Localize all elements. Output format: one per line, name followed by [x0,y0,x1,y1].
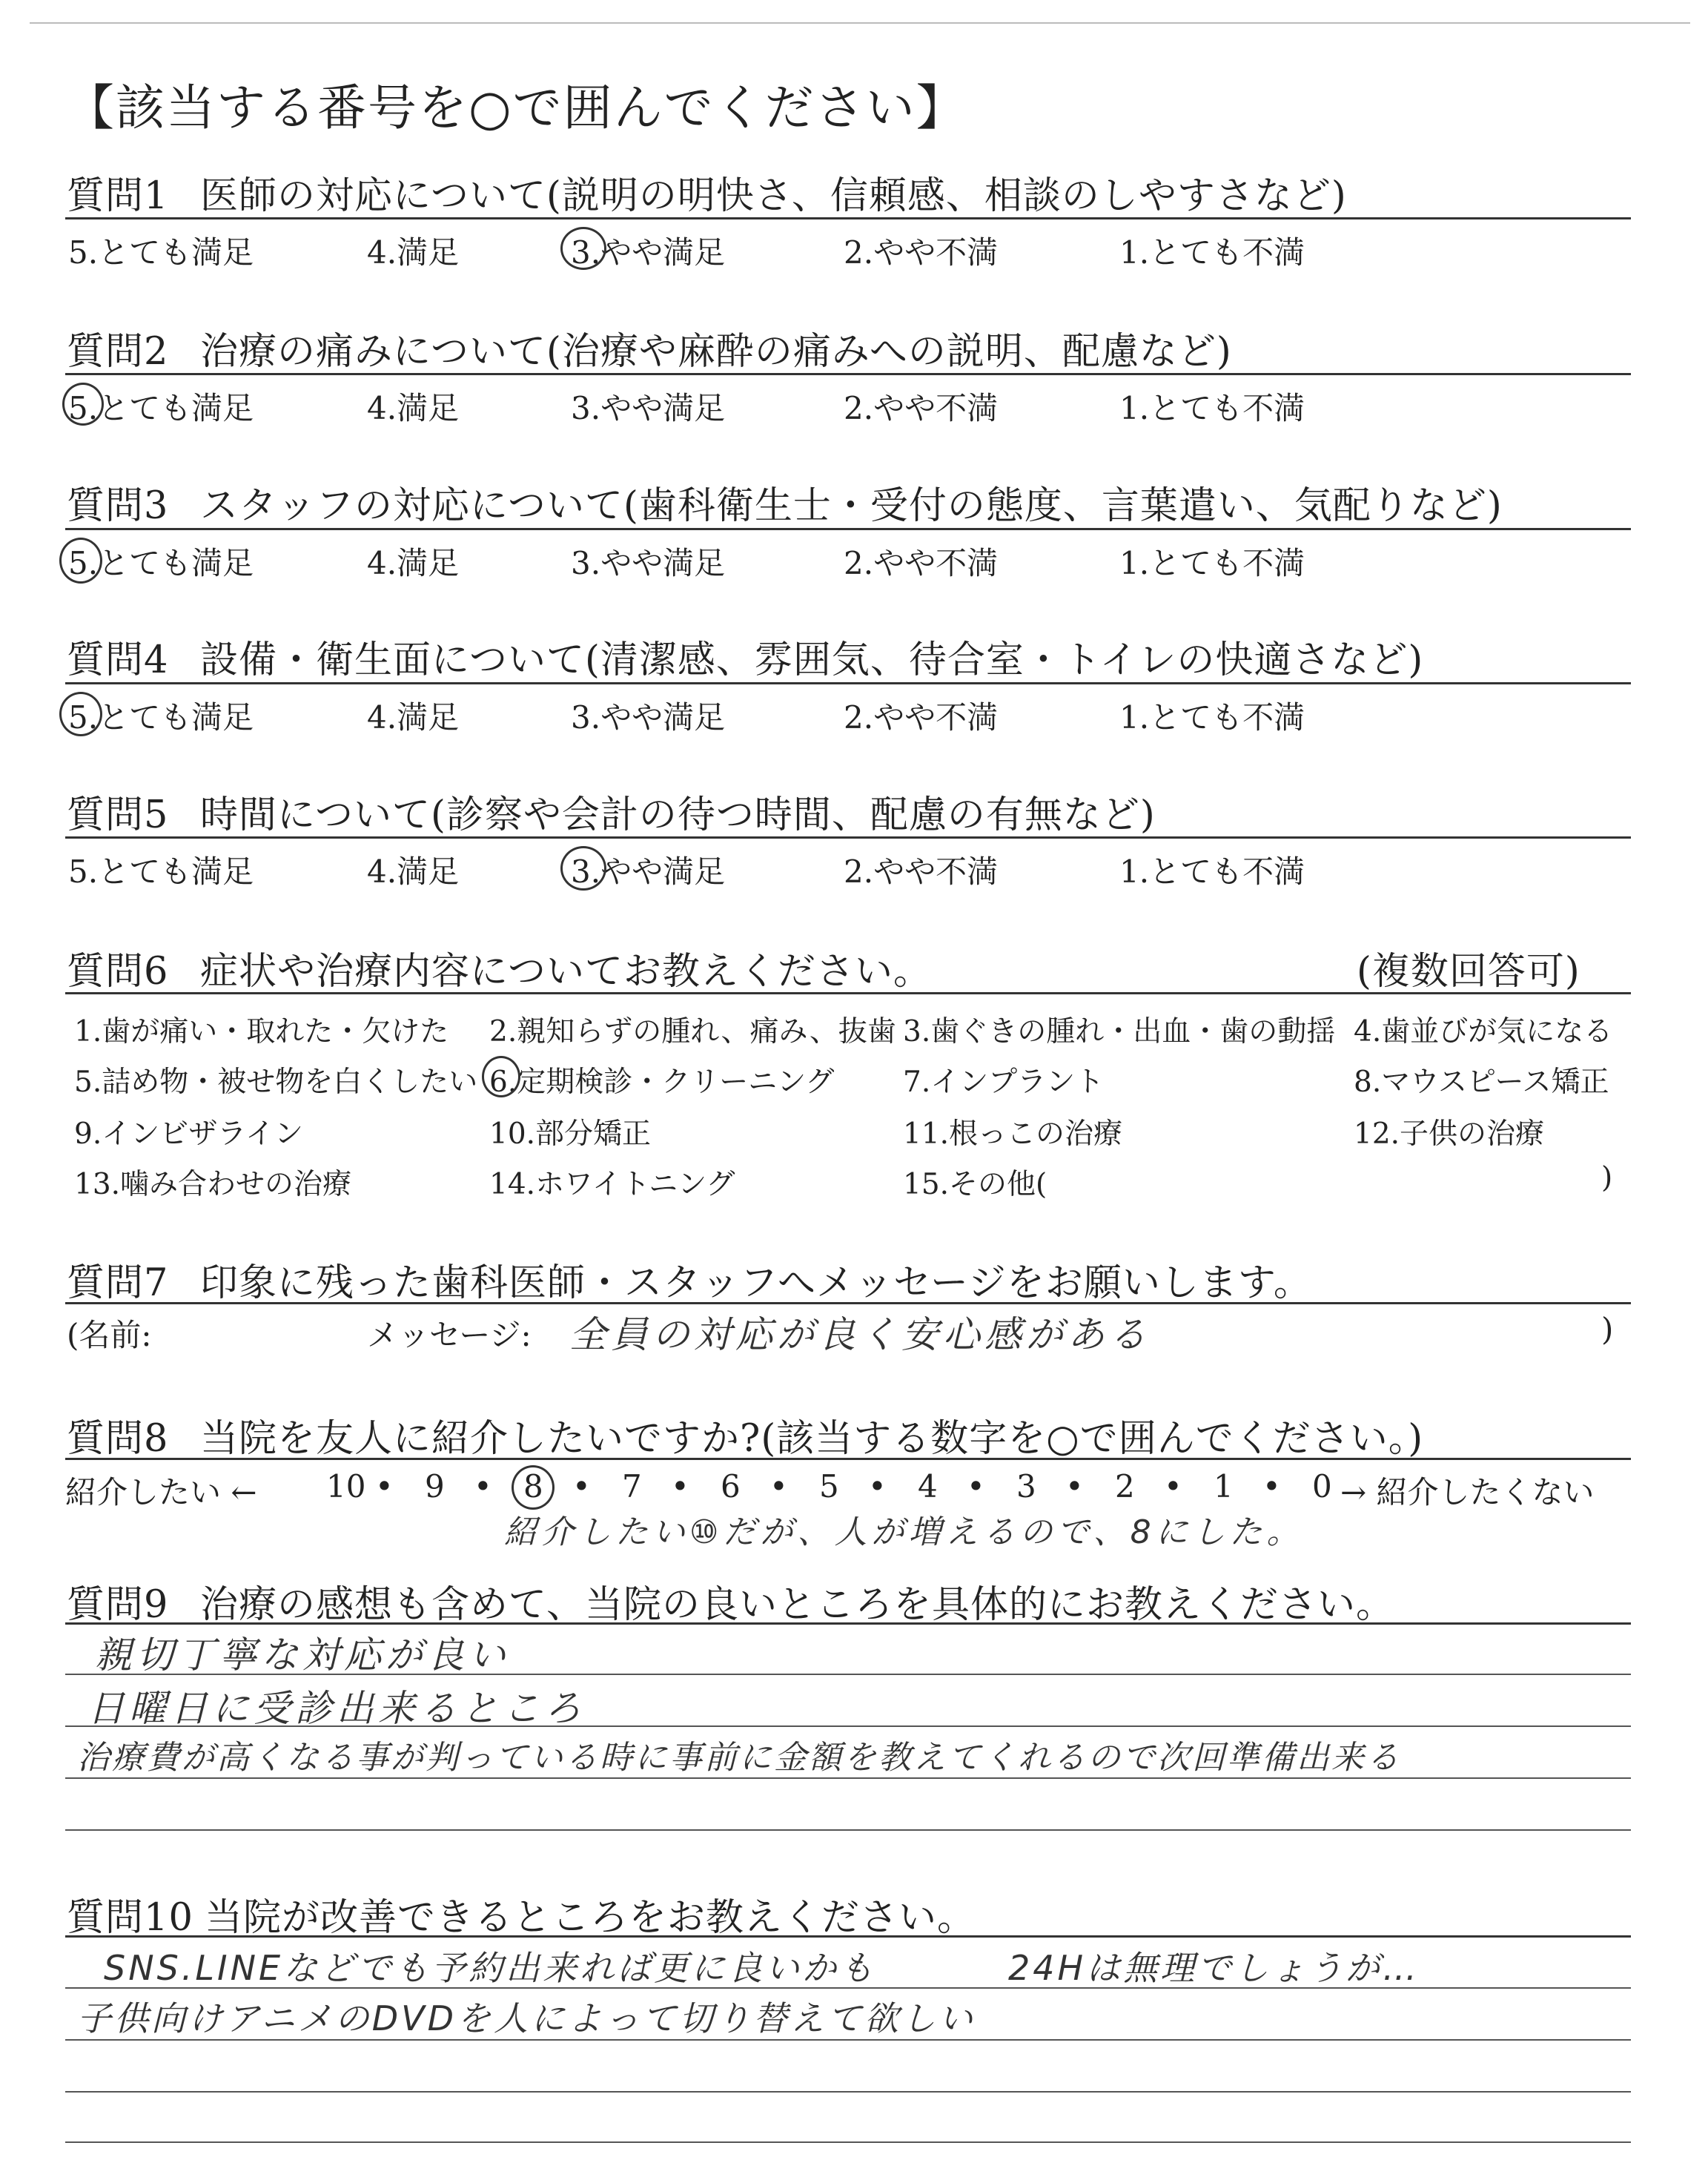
question-number: 質問10 [67,1896,193,1940]
q6-option-10[interactable]: 10.部分矯正 [489,1117,652,1151]
q1-option-4[interactable]: 4.満足 [367,234,460,271]
divider [65,992,1631,994]
question-3 [67,475,1503,529]
recommend-value-8[interactable]: 8 [523,1468,543,1505]
recommend-left-label: 紹介したい ← [65,1474,257,1510]
answer-line [65,2091,1631,2093]
scale-separator-dot: • [671,1468,689,1505]
question-text: 印象に残った歯科医師・スタッフへメッセージをお願いします。 [200,1261,1312,1305]
q8-handwritten-note: 紹介したい⑩だが、人が増えるので、8にした。 [504,1513,1304,1551]
recommend-value-4[interactable]: 4 [918,1468,938,1505]
scale-separator-dot: • [769,1468,788,1505]
q1-option-1[interactable]: 1.とても不満 [1119,234,1305,271]
divider [65,1622,1631,1625]
q2-option-4[interactable]: 4.満足 [367,390,460,426]
q5-option-2[interactable]: 2.やや不満 [844,853,999,890]
q5-option-3[interactable]: 3.やや満足 [571,853,726,890]
recommend-value-9[interactable]: 9 [425,1468,445,1505]
q6-option-14[interactable]: 14.ホワイトニング [489,1168,735,1201]
answer-line [65,1987,1631,1989]
scale-separator-dot: • [967,1468,985,1505]
scale-separator-dot: • [375,1468,394,1505]
scale-separator-dot: • [474,1468,492,1505]
q6-option-8[interactable]: 8.マウスピース矯正 [1354,1066,1609,1099]
question-text: 時間について(診察や会計の待つ時間、配慮の有無など) [200,793,1156,837]
recommend-value-6[interactable]: 6 [721,1468,741,1505]
question-number: 質問5 [67,793,169,837]
divider [65,528,1631,530]
q2-option-3[interactable]: 3.やや満足 [571,390,726,426]
message-label: メッセージ: [367,1317,532,1353]
question-text: スタッフの対応について(歯科衛生士・受付の態度、言葉遣い、気配りなど) [200,484,1503,528]
q1-selected-circle [560,227,606,270]
q5-selected-circle [560,846,606,891]
answer-line [65,1829,1631,1831]
question-text: 治療の感想も含めて、当院の良いところを具体的にお教えください。 [200,1583,1394,1627]
q9-answer-line-2: 日曜日に受診出来るところ [87,1687,586,1730]
q10-answer-line-1a: SNS.LINEなどでも予約出来れば更に良いかも [104,1948,877,1988]
recommend-right-label: → 紹介したくない [1340,1474,1595,1510]
question-1 [67,165,1347,219]
q1-option-5[interactable]: 5.とても満足 [68,234,254,271]
q6-selected-circle [482,1056,520,1097]
question-10 [67,1886,976,1941]
divider [65,836,1631,839]
answer-line [65,1674,1631,1675]
question-9 [67,1573,1394,1628]
question-number: 質問9 [67,1583,169,1627]
question-number: 質問6 [67,950,169,994]
question-6 [67,940,932,995]
q6-option-13[interactable]: 13.噛み合わせの治療 [74,1168,352,1201]
scale-separator-dot: • [1065,1468,1084,1505]
q1-option-2[interactable]: 2.やや不満 [844,234,999,271]
recommend-value-7[interactable]: 7 [622,1468,642,1505]
question-number: 質問1 [67,174,169,218]
question-text: 治療の痛みについて(治療や麻酔の痛みへの説明、配慮など) [200,330,1232,374]
recommend-value-2[interactable]: 2 [1115,1468,1135,1505]
q3-option-2[interactable]: 2.やや不満 [844,545,999,581]
q4-option-2[interactable]: 2.やや不満 [844,699,999,736]
q6-option-2[interactable]: 2.親知らずの腫れ、痛み、抜歯 [489,1015,896,1048]
multiple-answer-note: (複数回答可) [1357,950,1580,994]
question-number: 質問8 [67,1417,169,1461]
answer-line [65,1725,1631,1727]
q6-option-4[interactable]: 4.歯並びが気になる [1354,1015,1613,1048]
q4-option-1[interactable]: 1.とても不満 [1119,699,1305,736]
q9-answer-line-1: 親切丁寧な対応が良い [95,1634,510,1677]
divider [65,1302,1631,1304]
recommend-value-0[interactable]: 0 [1312,1468,1332,1505]
question-4 [67,629,1423,684]
question-text: 症状や治療内容についてお教えください。 [200,950,932,994]
q6-option-7[interactable]: 7.インプラント [903,1066,1105,1099]
q2-option-1[interactable]: 1.とても不満 [1119,390,1305,426]
question-2 [67,320,1232,375]
question-number: 質問4 [67,638,169,682]
q6-option-9[interactable]: 9.インビザライン [74,1117,304,1151]
question-number: 質問7 [67,1261,169,1305]
message-close-paren: ) [1601,1311,1614,1347]
q6-option-12[interactable]: 12.子供の治療 [1354,1117,1545,1151]
question-5 [67,784,1156,839]
question-number: 質問3 [67,484,169,528]
q5-option-4[interactable]: 4.満足 [367,853,460,890]
q3-option-1[interactable]: 1.とても不満 [1119,545,1305,581]
recommend-value-3[interactable]: 3 [1016,1468,1036,1505]
name-label: (名前: [67,1317,152,1353]
q3-selected-circle [59,538,102,584]
scale-separator-dot: • [572,1468,591,1505]
divider [65,682,1631,684]
question-number: 質問2 [67,330,169,374]
q9-answer-line-3: 治療費が高くなる事が判っている時に事前に金額を教えてくれるので次回準備出来る [77,1739,1401,1777]
scale-separator-dot: • [1262,1468,1281,1505]
q8-selected-circle [512,1465,555,1510]
q1-option-3[interactable]: 3.やや満足 [571,234,726,271]
q2-selected-circle [62,383,104,426]
q5-option-1[interactable]: 1.とても不満 [1119,853,1305,890]
question-text: 設備・衛生面について(清潔感、雰囲気、待合室・トイレの快適さなど) [200,638,1424,682]
recommend-value-10[interactable]: 10 [326,1468,366,1505]
q5-option-5[interactable]: 5.とても満足 [68,853,254,890]
page-header: 【該当する番号を○で囲んでください】 [65,79,967,136]
q4-option-3[interactable]: 3.やや満足 [571,699,726,736]
divider [65,1935,1631,1938]
q6-option-15[interactable]: 15.その他( [903,1168,1047,1201]
q3-option-4[interactable]: 4.満足 [367,545,460,581]
q4-selected-circle [59,692,102,736]
question-text: 当院が改善できるところをお教えください。 [205,1896,976,1940]
message-handwriting: 全員の対応が良く安心感がある [569,1313,1151,1356]
q6-option-3[interactable]: 3.歯ぐきの腫れ・出血・歯の動揺 [903,1015,1336,1048]
q3-option-5[interactable]: 5.とても満足 [68,545,254,581]
q6-option-6[interactable]: 6.定期検診・クリーニング [489,1066,835,1099]
question-7 [67,1252,1312,1307]
q6-option-5[interactable]: 5.詰め物・被せ物を白くしたい [74,1066,478,1099]
q6-other-close-paren: ) [1601,1161,1613,1195]
question-text: 当院を友人に紹介したいですか?(該当する数字を○で囲んでください。) [200,1417,1424,1461]
divider [65,217,1631,219]
q10-answer-line-1b: 24Hは無理でしょうが… [1008,1948,1420,1988]
divider [65,373,1631,375]
q10-answer-line-2: 子供向けアニメのDVDを人によって切り替えて欲しい [77,1998,976,2038]
q3-option-3[interactable]: 3.やや満足 [571,545,726,581]
recommend-value-1[interactable]: 1 [1214,1468,1234,1505]
question-8 [67,1407,1423,1462]
answer-line [65,1777,1631,1779]
q6-option-1[interactable]: 1.歯が痛い・取れた・欠けた [74,1015,449,1048]
q2-option-2[interactable]: 2.やや不満 [844,390,999,426]
scale-separator-dot: • [868,1468,887,1505]
scale-separator-dot: • [1164,1468,1182,1505]
recommend-value-5[interactable]: 5 [819,1468,839,1505]
q2-option-5[interactable]: 5.とても満足 [68,390,254,426]
question-text: 医師の対応について(説明の明快さ、信頼感、相談のしやすさなど) [200,174,1347,218]
q6-option-11[interactable]: 11.根っこの治療 [903,1117,1123,1151]
q4-option-5[interactable]: 5.とても満足 [68,699,254,736]
q4-option-4[interactable]: 4.満足 [367,699,460,736]
answer-line [65,2039,1631,2041]
answer-line [65,2141,1631,2143]
divider [65,1458,1631,1460]
scan-top-edge [30,22,1690,24]
